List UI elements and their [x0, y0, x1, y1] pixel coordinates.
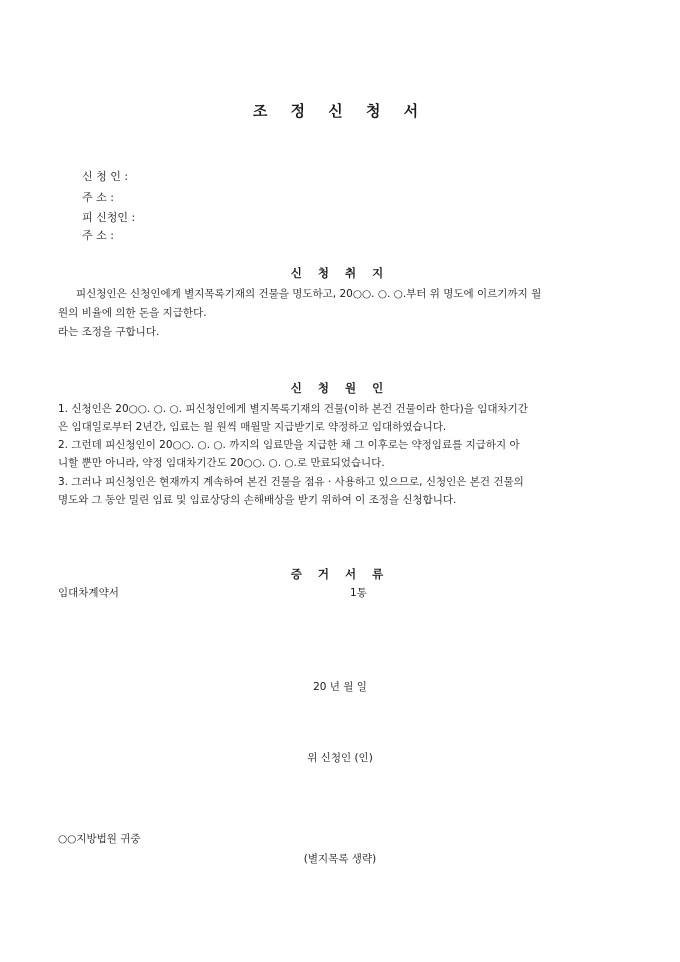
document-title: 조 정 신 청 서	[252, 102, 428, 120]
signer-line: 위 신청인 (인)	[307, 752, 373, 764]
purpose-line: 피신청인은 신청인에게 별지목록기재의 건물을 명도하고, 20○○. ○. ○.부터 위 명도에 이르기까지 월	[76, 288, 542, 300]
purpose-heading: 신 청 취 지	[290, 266, 390, 280]
court-addressee: ○○지방법원 귀중	[58, 833, 141, 845]
respondent-label: 피 신청인 :	[82, 211, 136, 224]
purpose-line: 원의 비율에 의한 돈을 지급한다.	[58, 307, 207, 319]
applicant-label: 신 청 인 :	[82, 170, 129, 183]
respondent-address-label: 주 소 :	[82, 229, 114, 242]
cause-heading: 신 청 원 인	[290, 381, 390, 395]
date-line: 20 년 월 일	[313, 681, 367, 693]
cause-line: 명도와 그 동안 밀린 임료 및 임료상당의 손해배상을 받기 위하여 이 조정을 신청합니다.	[58, 494, 457, 506]
cause-line: 은 임대일로부터 2년간, 임료는 월 원씩 매월말 지급받기로 약정하고 임대하였습니다.	[58, 421, 447, 433]
cause-line: 니할 뿐만 아니라, 약정 임대차기간도 20○○. ○. ○.로 만료되었습니다.	[58, 457, 385, 469]
purpose-line: 라는 조정을 구합니다.	[58, 326, 160, 338]
evidence-count: 1통	[350, 587, 367, 599]
cause-line: 1. 신청인은 20○○. ○. ○. 피신청인에게 별지목록기재의 건물(이하 본건 건물이라 한다)을 임대차기간	[58, 403, 528, 415]
cause-line: 3. 그러나 피신청인은 현재까지 계속하여 본건 건물을 점유 · 사용하고 있으므로, 신청인은 본건 건물의	[58, 476, 524, 488]
cause-line: 2. 그런데 피신청인이 20○○. ○. ○. 까지의 임료만을 지급한 채 그 이후로는 약정임료를 지급하지 아	[58, 439, 520, 451]
applicant-address-label: 주 소 :	[82, 191, 114, 204]
evidence-heading: 증 거 서 류	[290, 567, 390, 581]
evidence-item: 임대차계약서	[58, 587, 119, 599]
annex-note: (별지목록 생략)	[303, 853, 377, 865]
